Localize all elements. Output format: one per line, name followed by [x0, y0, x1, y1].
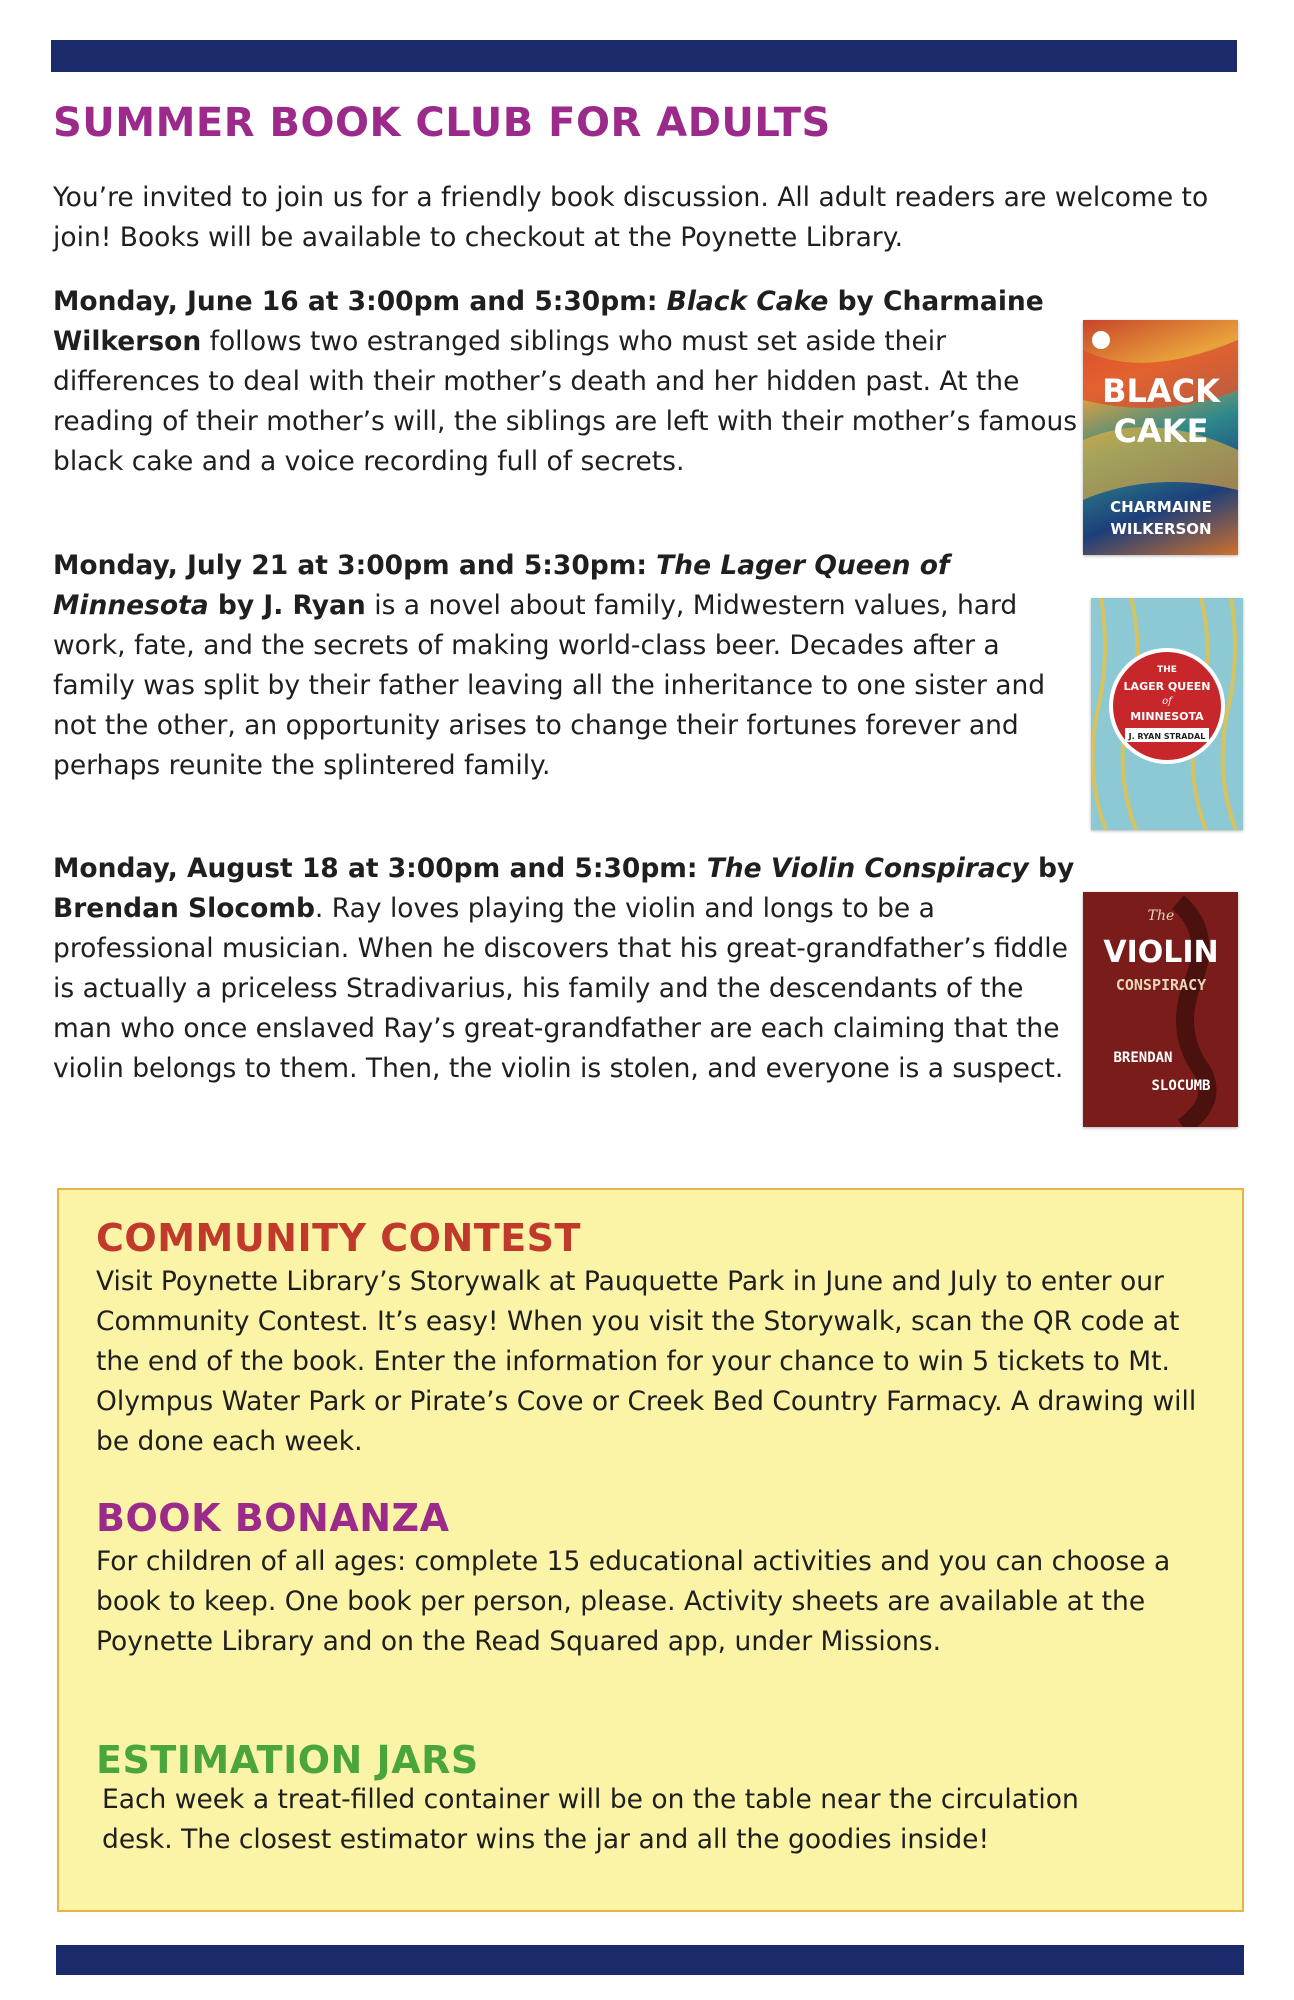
book-bonanza-heading: BOOK BONANZA: [96, 1496, 450, 1540]
book-author: by J. Ryan: [208, 590, 366, 621]
events-info-box: [57, 1188, 1244, 1912]
award-seal-icon: [1092, 331, 1110, 349]
community-contest-heading: COMMUNITY CONTEST: [96, 1216, 581, 1260]
black-cake-cover-image: [1083, 320, 1238, 555]
book-entry-lager-queen: [53, 546, 1083, 786]
book-entry-violin-conspiracy: [53, 849, 1083, 1089]
cover-title-line2: CAKE: [1113, 412, 1209, 450]
cover-author: J. RYAN STRADAL: [1128, 732, 1206, 741]
estimation-jars-text: Each week a treat-filled container will be on the table near the circulation desk. The closest estimator wins the jar and all the goodies inside!: [102, 1784, 1079, 1855]
book-date: Monday, July 21 at 3:00pm and 5:30pm:: [53, 550, 657, 581]
cover-author-line1: BRENDAN: [1113, 1050, 1173, 1066]
cover-author-line1: CHARMAINE: [1110, 498, 1212, 516]
intro-text: You’re invited to join us for a friendly book discussion. All adult readers are welcome to join! Books will be available to checkout at the Poynette Library.: [53, 182, 1209, 253]
book-description: is a novel about family, Midwestern values, hard work, fate, and the secrets of making world-class beer. Decades after a family was split by their father leaving all the inheritance to one sister and not the other, an opportunity arises to change their fortunes forever and perhaps reunite the splintered family.: [53, 590, 1046, 781]
cover-title-line1: THE: [1157, 665, 1177, 675]
bottom-banner-bar: [56, 1945, 1244, 1975]
cover-title-line2: LAGER QUEEN: [1123, 680, 1211, 693]
cover-title-line2: CONSPIRACY: [1115, 976, 1207, 994]
cover-author-line2: SLOCUMB: [1151, 1078, 1211, 1094]
book-description: . Ray loves playing the violin and longs to be a professional musician. When he discovers that his great-grandfather’s fiddle is actually a priceless Stradivarius, his family and the descendants of the man who once enslaved Ray’s great-grandfather are each claiming that the violin belongs to them. Then, the violin is stolen, and everyone is a suspect.: [53, 893, 1068, 1084]
cover-title-line3: of: [1162, 696, 1172, 707]
page-title: SUMMER BOOK CLUB FOR ADULTS: [53, 100, 831, 146]
book-entry-black-cake: [53, 282, 1083, 482]
book-title: The Violin Conspiracy: [706, 853, 1029, 884]
book-date: Monday, August 18 at 3:00pm and 5:30pm:: [53, 853, 707, 884]
estimation-jars-heading: ESTIMATION JARS: [96, 1738, 479, 1782]
lager-queen-cover-image: [1091, 598, 1243, 830]
cover-title-line0: The: [1147, 908, 1175, 924]
cover-title-line1: VIOLIN: [1103, 935, 1219, 970]
book-date: Monday, June 16 at 3:00pm and 5:30pm:: [53, 286, 667, 317]
cover-title-line1: BLACK: [1102, 372, 1220, 410]
book-author: by Brendan Slocomb: [53, 853, 1075, 924]
book-bonanza-text: For children of all ages: complete 15 educational activities and you can choose a book to keep. One book per person, please. Activity sheets are available at the Poynette Library and on the Read Squared app, under Missions.: [96, 1546, 1171, 1657]
book-title: The Lager Queen of Minnesota: [53, 550, 950, 621]
community-contest-text: Visit Poynette Library’s Storywalk at Pauquette Park in June and July to enter our Community Contest. It’s easy! When you visit the Storywalk, scan the QR code at the end of the book. Enter the information for your chance to win 5 tickets to Mt. Olympus Water Park or Pirate’s Cove or Creek Bed Country Farmacy. A drawing will be done each week.: [96, 1266, 1197, 1457]
violin-conspiracy-cover-image: [1083, 892, 1238, 1127]
cover-title-line4: MINNESOTA: [1130, 710, 1204, 723]
book-author: by Charmaine Wilkerson: [53, 286, 1044, 357]
book-title: Black Cake: [666, 286, 829, 317]
book-description: follows two estranged siblings who must set aside their differences to deal with their mother’s death and her hidden past. At the reading of their mother’s will, the siblings are left with their mother’s famous black cake and a voice recording full of secrets.: [53, 326, 1078, 477]
top-banner-bar: [51, 40, 1237, 72]
cover-author-line2: WILKERSON: [1110, 520, 1212, 538]
